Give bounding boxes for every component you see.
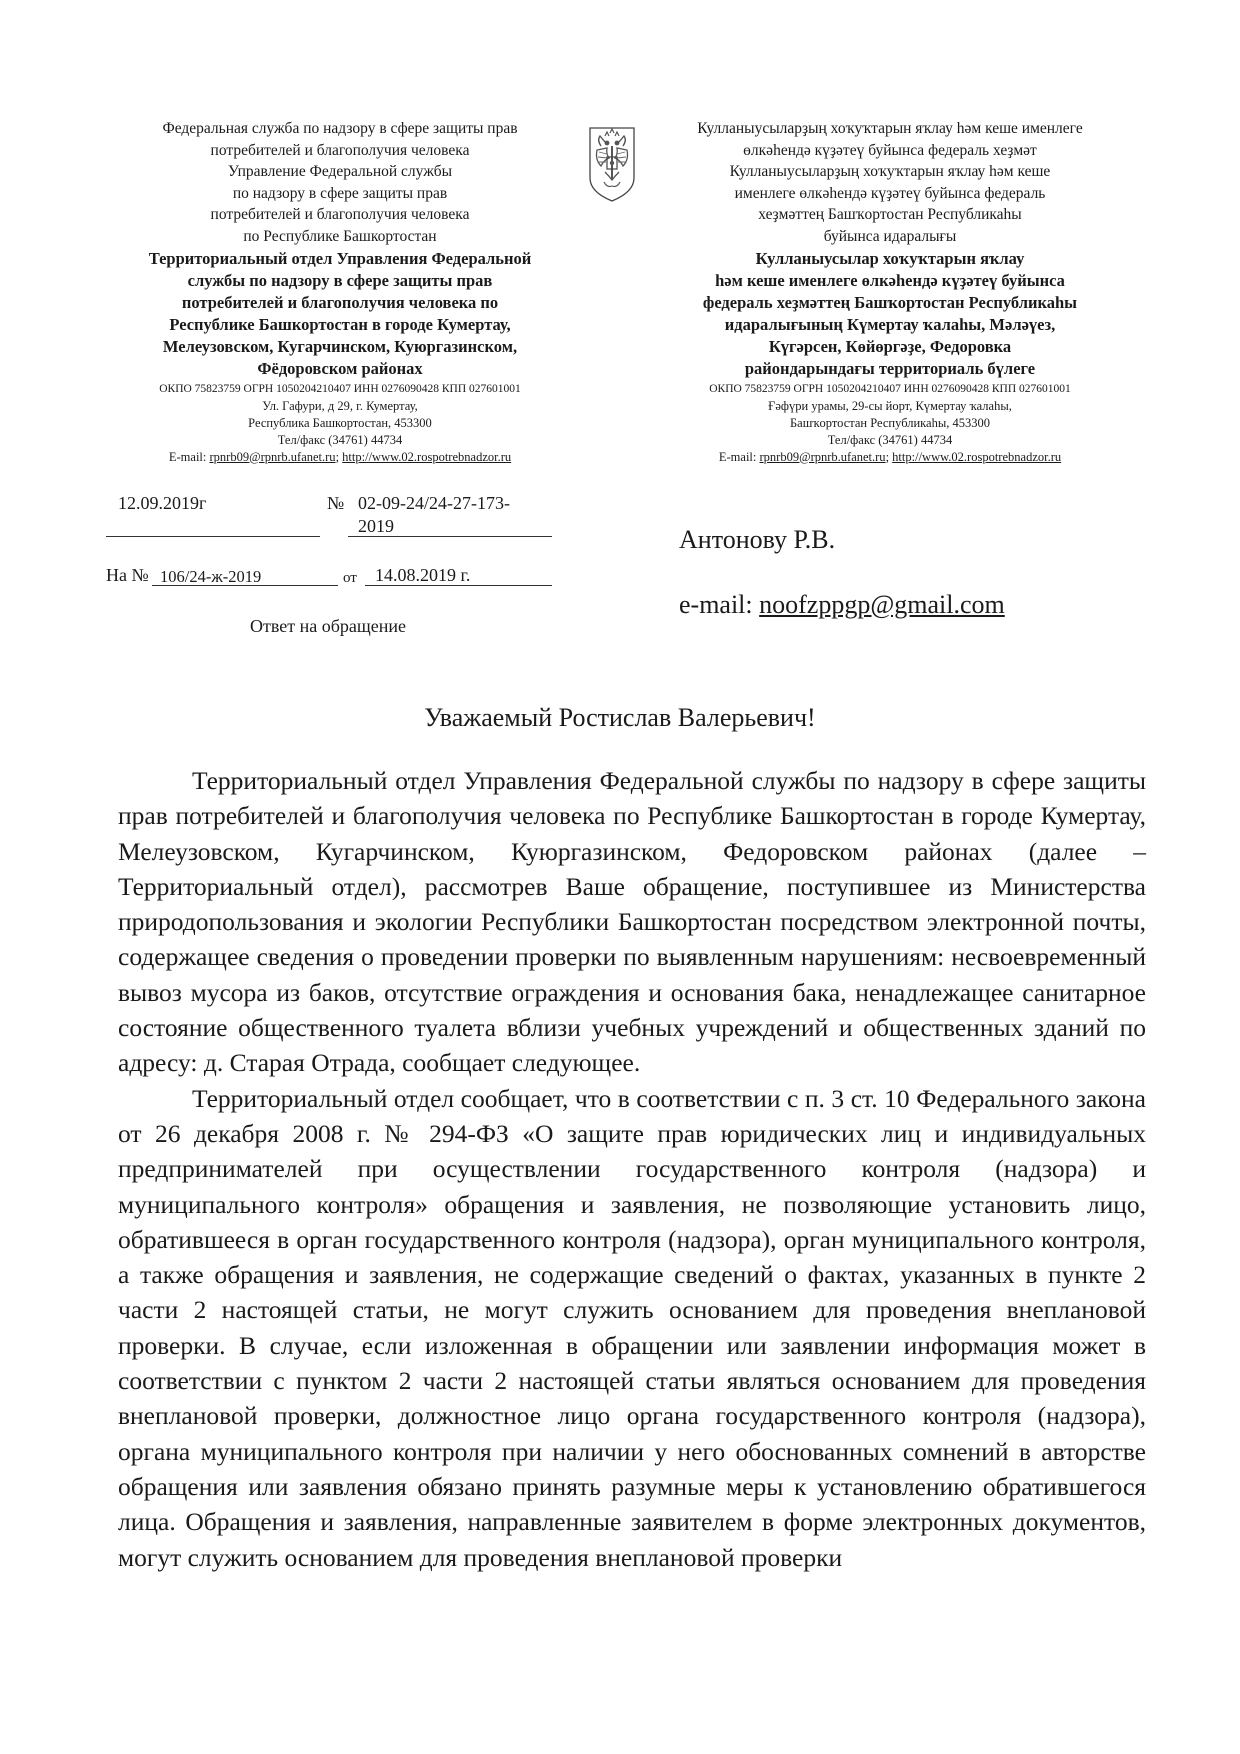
header-left-contacts <box>110 449 570 466</box>
addressee-name: Антонову Р.В. <box>679 525 836 554</box>
header-right-address: Ғәфүри урамы, 29-сы йорт, Күмертау ҡалаһы, <box>768 398 1012 413</box>
header-left-bold-line: потребителей и благополучия человека по <box>181 292 499 312</box>
body-paragraph: Территориальный отдел Управления Федеральной службы по надзору в сфере защиты прав потребителей и благополучия человека по Республике Башкортостан в городе Кумертау, Мелеузовском, Кугарчинском, Куюргазинском, Федоровском районах (далее – Территориальный отдел), рассмотрев Ваше обращение, поступившее из Министерства природопользования и экологии Республики Башкортостан посредством электронной почты, содержащее сведения о проведении проверки по выявленным нарушениям: несвоевременный вывоз мусора из баков, отсутствие ограждения и основания бака, ненадлежащее санитарное состояние общественного туалета вблизи учебных учреждений и общественных зданий по адресу: д. Старая Отрада, сообщает следующее. <box>118 766 1146 1078</box>
ref-number-underline <box>152 585 338 586</box>
body-paragraph: Территориальный отдел сообщает, что в соответствии с п. 3 ст. 10 Федерального закона от 26 декабря 2008 г. № 294-ФЗ «О защите прав юридических лиц и индивидуальных предпринимателей при осуществлении государственного контроля (надзора) и муниципального контроля» обращения и заявления, не позволяющие установить лицо, обратившееся в орган государственного контроля (надзора), орган муниципального контроля, а также обращения и заявления, не содержащие сведений о фактах, указанных в пункте 2 части 2 настоящей статьи, не могут служить основанием для проведения внеплановой проверки. В случае, если изложенная в обращении или заявлении информация может в соответствии с пунктом 2 части 2 настоящей статьи являться основанием для проведения внеплановой проверки, должностное лицо органа государственного контроля (надзора), органа муниципального контроля при наличии у него обоснованных сомнений в авторстве обращения или заявления обязано принять разумные меры к установлению обратившегося лица. Обращения и заявления, направленные заявителем в форме электронных документов, могут служить основанием для проведения внеплановой проверки <box>118 1083 1146 1572</box>
coat-of-arms-icon <box>587 124 637 204</box>
header-right-address: Башҡортостан Республикаһы, 453300 <box>789 415 990 430</box>
date-underline <box>106 536 320 537</box>
outgoing-number-label: № <box>327 493 345 513</box>
header-left-line: по Республике Башкортостан <box>243 227 437 245</box>
header-right-line: хеҙмәттең Башҡортостан Республикаһы <box>758 206 1022 224</box>
header-right-line: өлкәһендә күҙәтеү буйынса федераль хеҙмәт <box>743 141 1037 159</box>
header-left-bold-line: службы по надзору в сфере защиты прав <box>187 270 493 290</box>
header-left-bold-line: Мелеузовском, Кугарчинском, Куюргазинском, <box>162 336 518 356</box>
email-link[interactable]: rpnrb09@rpnrb.ufanet.ru <box>209 449 336 464</box>
website-link[interactable]: http://www.02.rospotrebnadzor.ru <box>342 449 512 464</box>
separator: ; <box>885 449 890 464</box>
header-right-line: именлеге өлкәһендә күҙәтеү буйынса федераль <box>734 184 1046 202</box>
ref-number: 106/24-ж-2019 <box>160 567 262 586</box>
header-right-bold-line: райондарындағы территориаль бүлеге <box>744 358 1036 378</box>
header-right-codes: ОКПО 75823759 ОГРН 1050204210407 ИНН 0276090428 КПП 027601001 <box>709 382 1071 395</box>
letter-body <box>118 763 1146 1575</box>
addressee-email <box>679 590 1005 620</box>
header-left-line: Управление Федеральной службы <box>227 163 453 181</box>
header-right-bold-line: Күгәрсен, Көйөргәҙе, Федоровка <box>768 336 1012 356</box>
header-left-line: по надзору в сфере защиты прав <box>232 184 448 202</box>
header-right-line: буйынса идаралығы <box>823 227 957 245</box>
header-left-bold-line: Фёдоровском районах <box>257 358 423 378</box>
header-right-line: Кулланыусыларҙың хоҡуҡтарын яҡлау һәм кеше именлеге <box>697 120 1083 137</box>
ref-date-underline <box>365 585 552 586</box>
header-right-contacts <box>660 449 1120 466</box>
email-link[interactable]: rpnrb09@rpnrb.ufanet.ru <box>759 449 886 464</box>
header-right-bold-line: федераль хеҙмәттең Башҡортостан Республикаһы <box>702 292 1078 312</box>
header-right-bold-line: идаралығының Күмертау ҡалаһы, Мәләүез, <box>724 314 1056 334</box>
ref-date: 14.08.2019 г. <box>375 565 471 585</box>
header-left-address: Ул. Гафури, д 29, г. Кумертау, <box>262 398 418 413</box>
addressee-email-label: e-mail: <box>679 590 753 619</box>
outgoing-date: 12.09.2019г <box>118 493 207 513</box>
outgoing-number: 02-09-24/24-27-173- <box>358 493 510 513</box>
header-right-bold-line: һәм кеше именлеге өлкәһендә күҙәтеү буйынса <box>715 270 1065 290</box>
header-right-bold-line: Кулланыусылар хоҡуҡтарын яҡлау <box>755 248 1025 268</box>
header-left <box>110 118 570 466</box>
header-right <box>660 118 1120 466</box>
header-left-phone: Тел/факс (34761) 44734 <box>277 432 403 447</box>
ref-number-label: На № <box>106 565 149 585</box>
header-left-line: Федеральная служба по надзору в сфере защиты прав <box>162 120 518 137</box>
header-left-bold-line: Республике Башкортостан в городе Кумертау, <box>169 314 511 334</box>
ref-from-label: от <box>343 570 357 586</box>
email-label: E-mail: <box>718 449 757 464</box>
separator: ; <box>335 449 340 464</box>
email-label: E-mail: <box>168 449 207 464</box>
header-left-address: Республика Башкортостан, 453300 <box>248 415 432 430</box>
outgoing-number-cont: 2019 <box>358 516 394 536</box>
header-left-codes: ОКПО 75823759 ОГРН 1050204210407 ИНН 0276090428 КПП 027601001 <box>159 382 521 395</box>
header-left-bold-line: Территориальный отдел Управления Федеральной <box>148 248 532 268</box>
header-left-line: потребителей и благополучия человека <box>210 141 470 159</box>
subject-line: Ответ на обращение <box>250 616 406 636</box>
header-left-line: потребителей и благополучия человека <box>210 206 470 224</box>
addressee-email-link[interactable]: noofzppgp@gmail.com <box>759 590 1005 619</box>
website-link[interactable]: http://www.02.rospotrebnadzor.ru <box>892 449 1062 464</box>
header-right-line: Кулланыусыларҙың хоҡуҡтарын яҡлау һәм кеше <box>729 163 1051 181</box>
header-right-phone: Тел/факс (34761) 44734 <box>827 432 953 447</box>
salutation: Уважаемый Ростислав Валерьевич! <box>424 703 816 732</box>
number-underline <box>348 536 552 537</box>
